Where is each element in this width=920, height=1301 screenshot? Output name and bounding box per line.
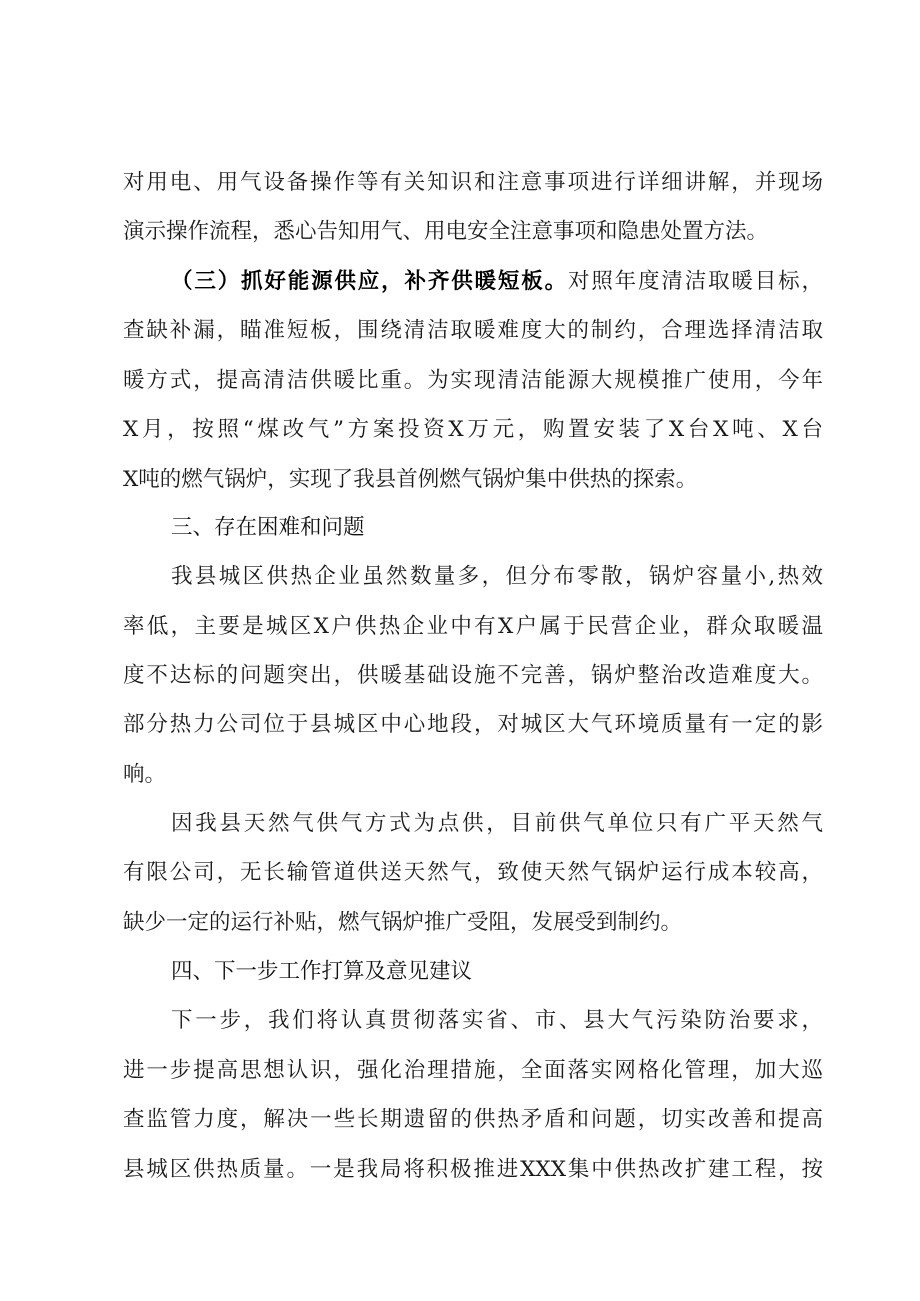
section-heading: 三、存在困难和问题 — [171, 515, 365, 540]
subsection-first-line — [171, 262, 823, 302]
body-text-line: 因我县天然气供气方式为点供，目前供气单位只有广平天然气 — [171, 811, 823, 836]
body-text-line: 下一步，我们将认真贯彻落实省、市、县大气污染防治要求， — [171, 1008, 823, 1033]
body-text-line: X月，按照“煤改气”方案投资X万元，购置安装了X台X吨、X台 — [123, 417, 823, 442]
subsection-heading: （三）抓好能源供应，补齐供暖短板。 — [171, 269, 568, 294]
body-text-line: 县城区供热质量。一是我局将积极推进XXX集中供热改扩建工程，按 — [123, 1157, 823, 1182]
body-text-line: 有限公司，无长输管道供送天然气，致使天然气锅炉运行成本较高， — [123, 860, 823, 885]
body-text-line: 进一步提高思想认识，强化治理措施，全面落实网格化管理，加大巡 — [123, 1058, 823, 1083]
body-text-line: 对用电、用气设备操作等有关知识和注意事项进行详细讲解，并现场 — [123, 170, 823, 195]
body-text-line: 查缺补漏，瞄准短板，围绕清洁取暖难度大的制约，合理选择清洁取 — [123, 318, 823, 343]
body-text-line: 缺少一定的运行补贴，燃气锅炉推广受阻，发展受到制约。 — [123, 910, 683, 935]
body-text-line: 我县城区供热企业虽然数量多，但分布零散，锅炉容量小,热效 — [171, 564, 823, 589]
body-text-line: 响。 — [123, 762, 167, 787]
body-text-line: 度不达标的问题突出，供暖基础设施不完善，锅炉整治改造难度大。 — [123, 663, 823, 688]
body-text-line: 查监管力度，解决一些长期遗留的供热矛盾和问题，切实改善和提高 — [123, 1107, 823, 1132]
body-text-line: 暖方式，提高清洁供暖比重。为实现清洁能源大规模推广使用，今年 — [123, 368, 823, 393]
body-text-line: 部分热力公司位于县城区中心地段，对城区大气环境质量有一定的影 — [123, 712, 823, 737]
body-text: 对照年度清洁取暖目标， — [567, 269, 823, 294]
body-text-line: X吨的燃气锅炉，实现了我县首例燃气锅炉集中供热的探索。 — [123, 467, 698, 492]
body-text-line: 率低，主要是城区X户供热企业中有X户属于民营企业，群众取暖温 — [123, 614, 823, 639]
body-text-line: 演示操作流程，悉心告知用气、用电安全注意事项和隐患处置方法。 — [123, 219, 769, 244]
section-heading: 四、下一步工作打算及意见建议 — [171, 959, 473, 984]
